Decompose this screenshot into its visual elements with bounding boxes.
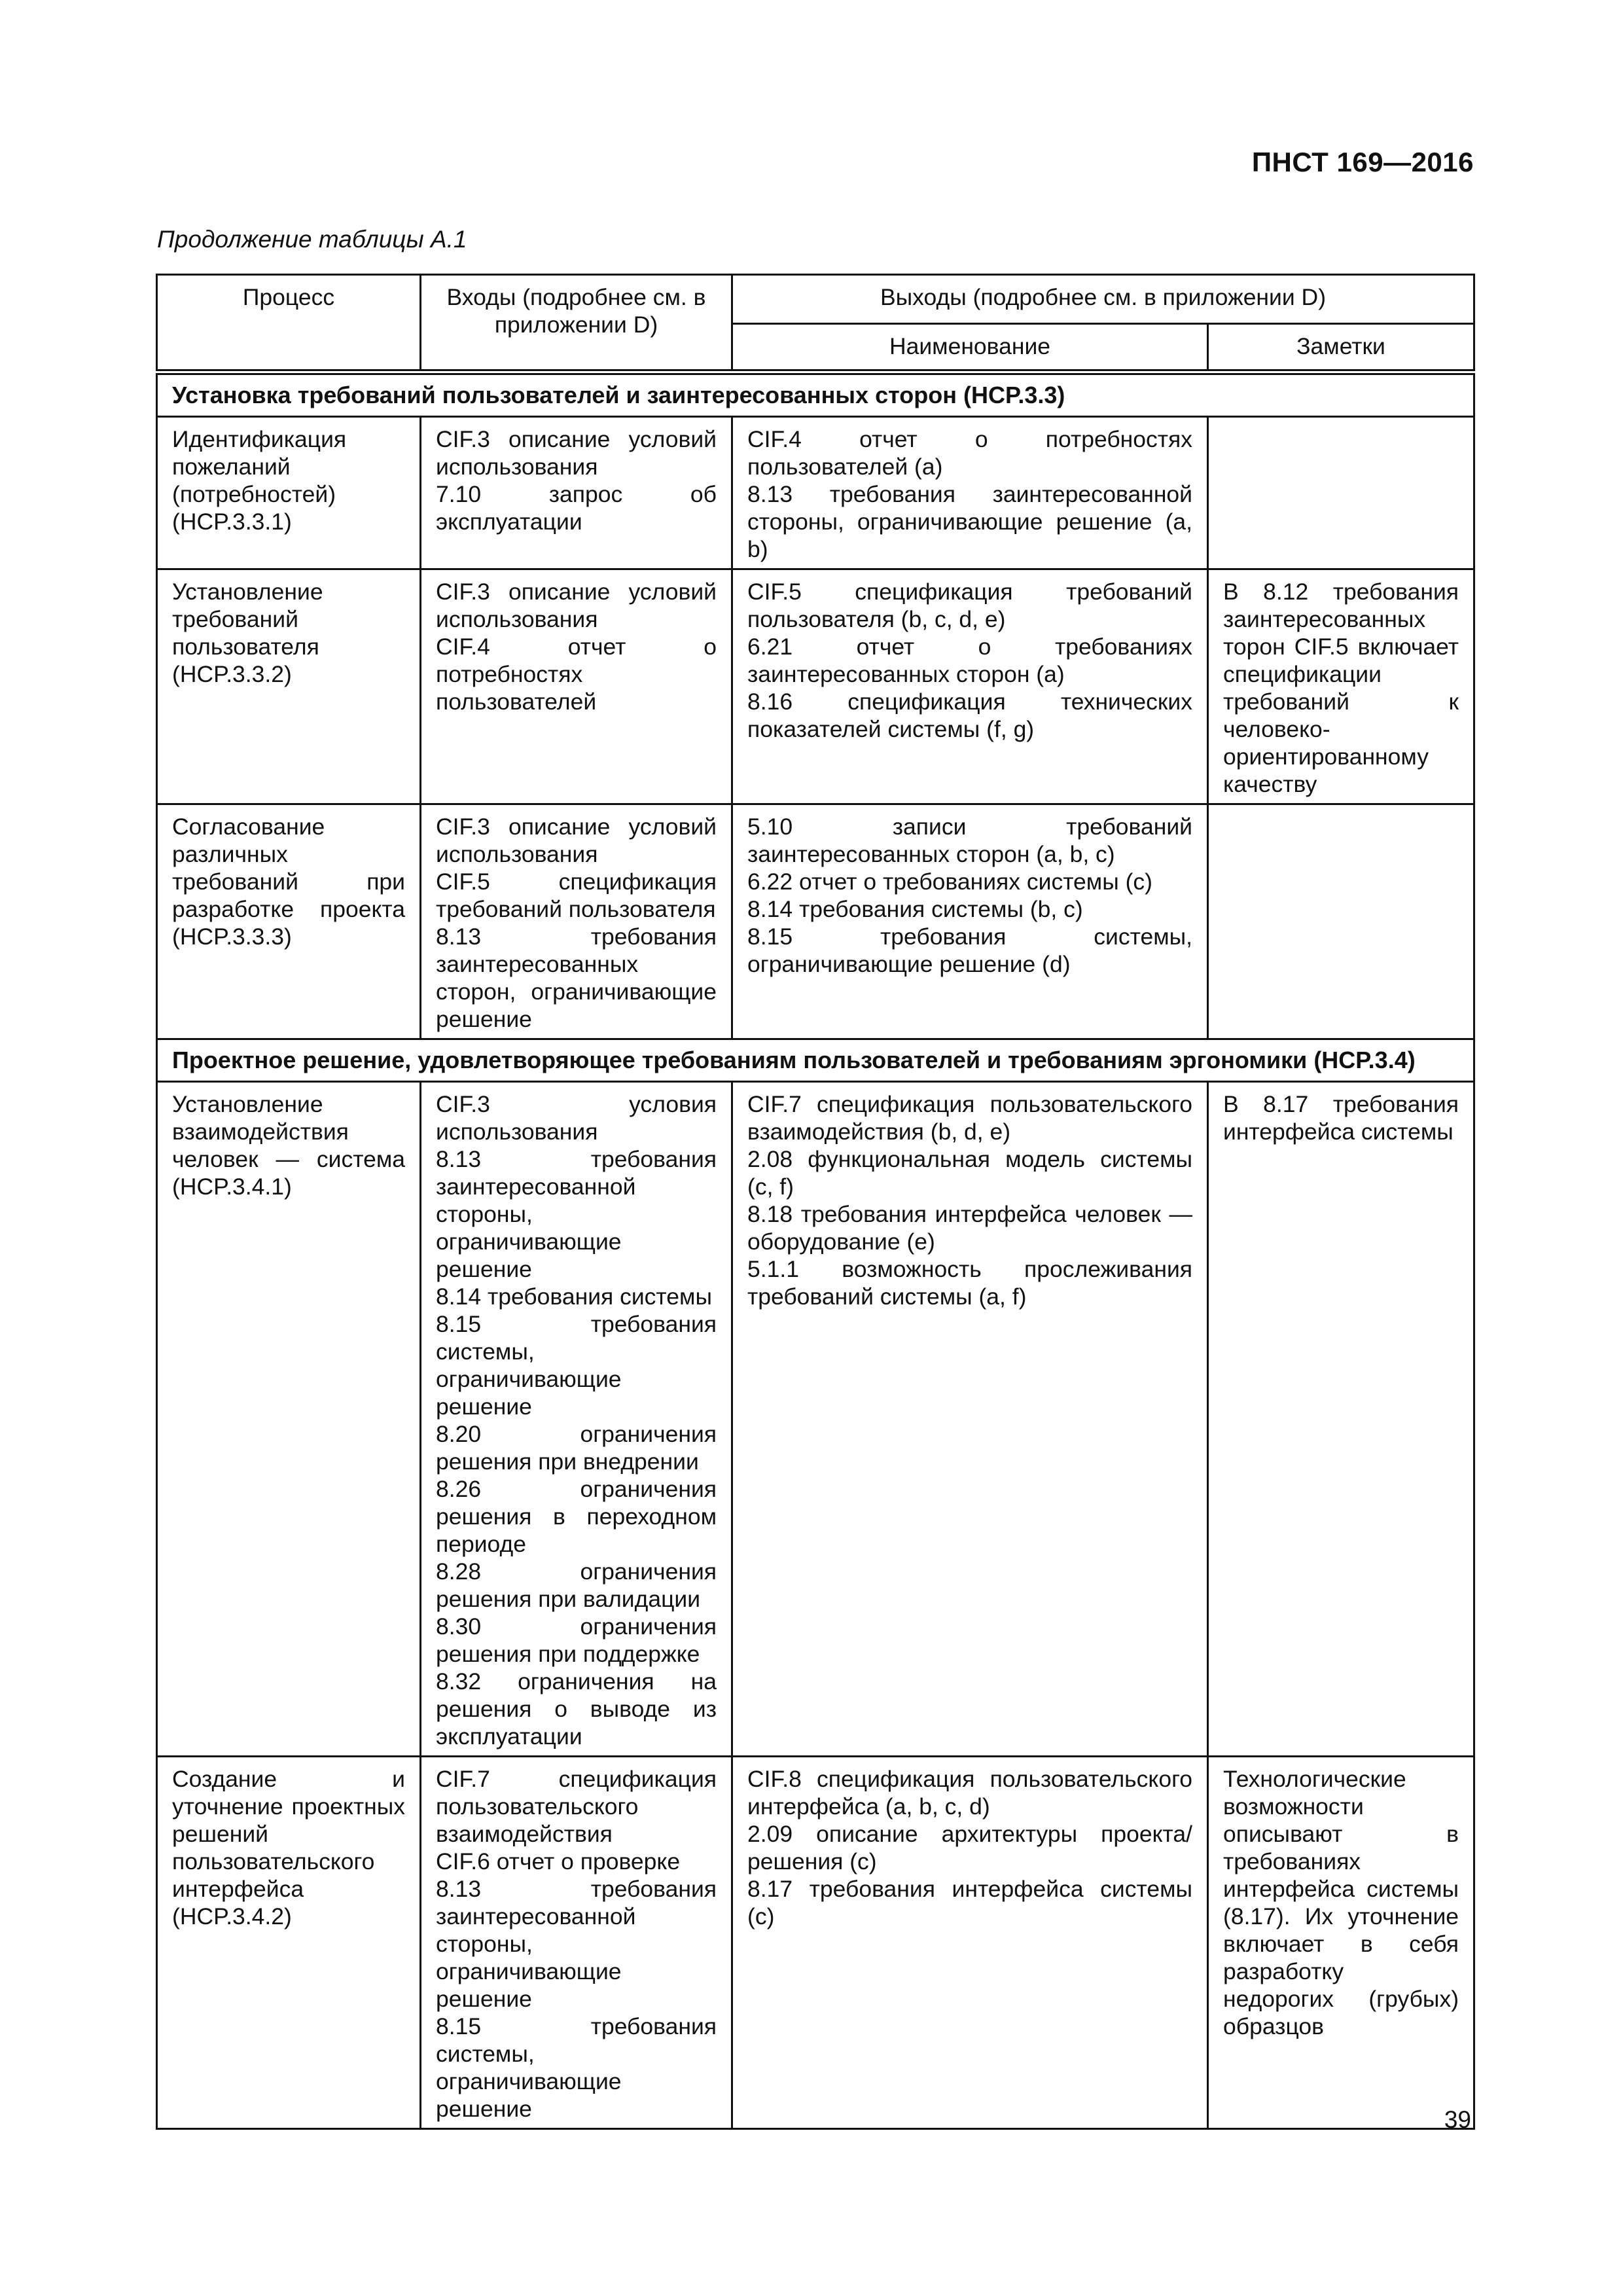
requirements-table xyxy=(156,274,1475,2130)
input-item: 8.32 ограничения на решения о выводе из эксплуатации xyxy=(436,1668,717,1749)
notes-cell: В 8.17 требования интерфейса системы xyxy=(1208,1082,1474,1757)
notes-cell: В 8.12 требования заинтересованных торон CIF.5 включает спецификации требований к человеко-ориентированному качеству xyxy=(1208,569,1474,804)
input-item: CIF.4 отчет о потребностях пользователей xyxy=(436,634,717,715)
process-cell: Согласование различных требований при разработке проекта (HCP.3.3.3) xyxy=(157,804,421,1039)
table-row xyxy=(157,417,1474,569)
input-item: 8.13 требования заинтересованной стороны, ограничивающие решение xyxy=(436,1876,717,2012)
notes-cell: Технологические возможности описывают в требованиях интерфейса системы (8.17). Их уточнение включает в себя разработку недорогих (грубых) образцов xyxy=(1208,1757,1474,2129)
input-item: 8.15 требования системы, ограничивающие решение xyxy=(436,2013,717,2122)
outputs-cell xyxy=(732,1082,1208,1757)
header-inputs: Входы (подробнее см. в приложении D) xyxy=(421,275,732,372)
input-item: CIF.3 описание условий использования xyxy=(436,814,717,867)
page-number: 39 xyxy=(1444,2106,1471,2133)
section-title: Проектное решение, удовлетворяющее требованиям пользователей и требованиям эргономики (HCP.3.4) xyxy=(157,1039,1474,1082)
section-title: Установка требований пользователей и заинтересованных сторон (HCP.3.3) xyxy=(157,372,1474,417)
output-item: 8.15 требования системы, ограничивающие решение (d) xyxy=(747,924,1192,977)
output-item: 2.09 описание архитектуры проекта/решения (c) xyxy=(747,1821,1192,1874)
output-item: 6.22 отчет о требованиях системы (c) xyxy=(747,869,1152,895)
header-process: Процесс xyxy=(157,275,421,372)
process-cell: Установление взаимодействия человек — система (HCP.3.4.1) xyxy=(157,1082,421,1757)
outputs-cell xyxy=(732,804,1208,1039)
input-item: 8.30 ограничения решения при поддержке xyxy=(436,1613,717,1667)
outputs-cell xyxy=(732,569,1208,804)
inputs-cell xyxy=(421,804,732,1039)
table-header-row xyxy=(157,275,1474,324)
process-cell: Создание и уточнение проектных решений пользовательского интерфейса (HCP.3.4.2) xyxy=(157,1757,421,2129)
inputs-cell xyxy=(421,1757,732,2129)
table-row xyxy=(157,1757,1474,2129)
process-cell: Установление требований пользователя (HCP.3.3.2) xyxy=(157,569,421,804)
inputs-cell xyxy=(421,417,732,569)
output-item: CIF.5 спецификация требований пользователя (b, c, d, e) xyxy=(747,579,1192,632)
output-item: 8.18 требования интерфейса человек — оборудование (e) xyxy=(747,1201,1192,1255)
table-row xyxy=(157,569,1474,804)
input-item: CIF.3 условия использования xyxy=(436,1091,717,1145)
output-item: CIF.4 отчет о потребностях пользователей (a) xyxy=(747,426,1192,480)
output-item: 5.10 записи требований заинтересованных сторон (a, b, c) xyxy=(747,814,1192,867)
header-notes: Заметки xyxy=(1208,324,1474,372)
input-item: CIF.3 описание условий использования xyxy=(436,579,717,632)
header-name: Наименование xyxy=(732,324,1208,372)
input-item: 7.10 запрос об эксплуатации xyxy=(436,481,717,535)
input-item: 8.26 ограничения решения в переходном периоде xyxy=(436,1476,717,1557)
input-item: CIF.6 отчет о проверке xyxy=(436,1848,681,1874)
output-item: 6.21 отчет о требованиях заинтересованных сторон (a) xyxy=(747,634,1192,687)
outputs-cell xyxy=(732,417,1208,569)
notes-cell xyxy=(1208,417,1474,569)
outputs-cell xyxy=(732,1757,1208,2129)
input-item: CIF.3 описание условий использования xyxy=(436,426,717,480)
input-item: 8.14 требования системы xyxy=(436,1283,712,1310)
notes-cell xyxy=(1208,804,1474,1039)
input-item: CIF.5 спецификация требований пользователя xyxy=(436,869,717,922)
process-cell: Идентификация пожеланий (потребностей) (HCP.3.3.1) xyxy=(157,417,421,569)
table-row xyxy=(157,1082,1474,1757)
output-item: 2.08 функциональная модель системы (c, f) xyxy=(747,1146,1192,1200)
section-row xyxy=(157,1039,1474,1082)
input-item: 8.13 требования заинтересованных сторон, ограничивающие решение xyxy=(436,924,717,1032)
input-item: CIF.7 спецификация пользовательского взаимодействия xyxy=(436,1766,717,1847)
output-item: 8.13 требования заинтересованной стороны, ограничивающие решение (a, b) xyxy=(747,481,1192,562)
inputs-cell xyxy=(421,1082,732,1757)
inputs-cell xyxy=(421,569,732,804)
output-item: 8.17 требования интерфейса системы (c) xyxy=(747,1876,1192,1929)
output-item: CIF.8 спецификация пользовательского интерфейса (a, b, c, d) xyxy=(747,1766,1192,1820)
section-row xyxy=(157,372,1474,417)
table-caption: Продолжение таблицы А.1 xyxy=(157,226,467,253)
output-item: 8.16 спецификация технических показателей системы (f, g) xyxy=(747,689,1192,742)
document-code: ПНСТ 169—2016 xyxy=(1251,147,1474,177)
header-outputs: Выходы (подробнее см. в приложении D) xyxy=(732,275,1474,324)
output-item: 5.1.1 возможность прослеживания требований системы (a, f) xyxy=(747,1256,1192,1310)
input-item: 8.13 требования заинтересованной стороны, ограничивающие решение xyxy=(436,1146,717,1282)
table-row xyxy=(157,804,1474,1039)
input-item: 8.28 ограничения решения при валидации xyxy=(436,1558,717,1612)
output-item: CIF.7 спецификация пользовательского взаимодействия (b, d, e) xyxy=(747,1091,1192,1145)
input-item: 8.15 требования системы, ограничивающие решение xyxy=(436,1311,717,1420)
output-item: 8.14 требования системы (b, c) xyxy=(747,896,1083,922)
input-item: 8.20 ограничения решения при внедрении xyxy=(436,1421,717,1475)
